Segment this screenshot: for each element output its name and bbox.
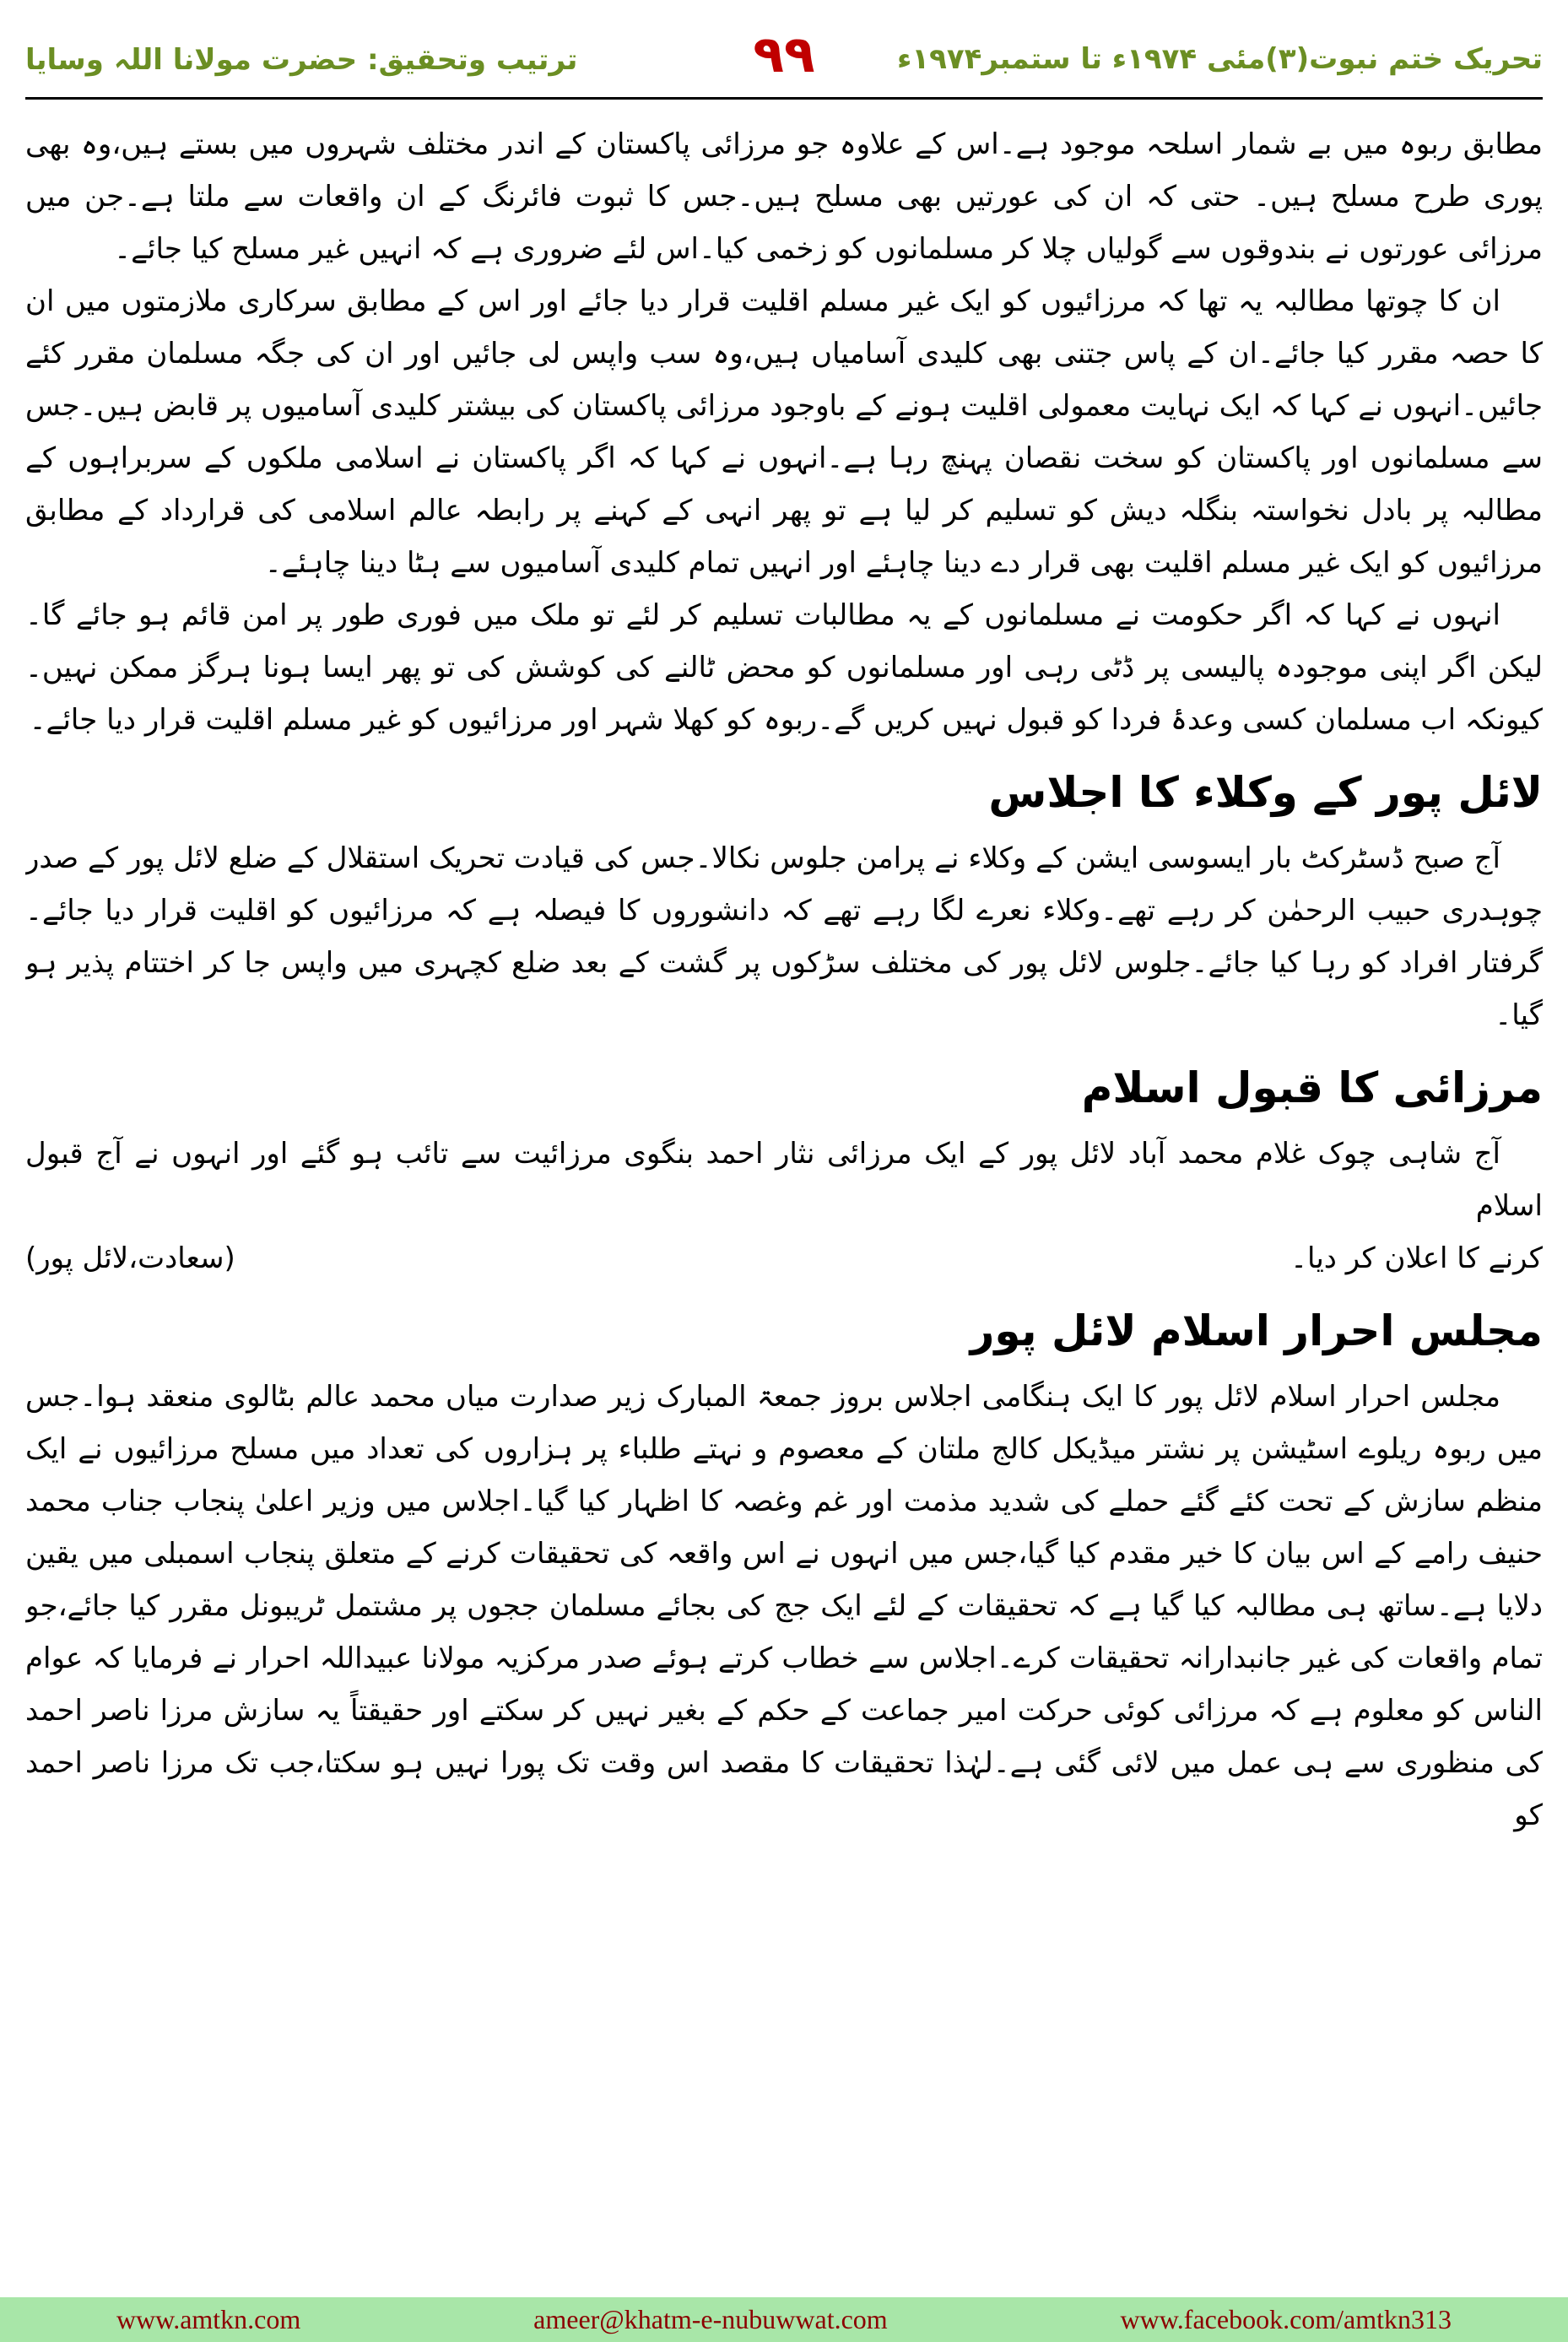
page-footer	[0, 2297, 1568, 2342]
paragraph: مجلس احرار اسلام لائل پور کا ایک ہنگامی اجلاس بروز جمعۃ المبارک زیر صدارت میاں محمد عالم بٹالوی منعقد ہوا۔جس میں ربوہ ریلوے اسٹیشن پر نشتر میڈیکل کالج ملتان کے معصوم و نہتے طلباء پر ہزاروں کی تعداد میں مسلح مرزائیوں نے ایک منظم سازش کے تحت کئے گئے حملے کی شدید مذمت اور غم وغصہ کا اظہار کیا گیا۔اجلاس میں وزیر اعلیٰ پنجاب جناب محمد حنیف رامے کے اس بیان کا خیر مقدم کیا گیا،جس میں انہوں نے اس واقعہ کی تحقیقات کرنے کے متعلق پنجاب اسمبلی میں یقین دلایا ہے۔ساتھ ہی مطالبہ کیا گیا ہے کہ تحقیقات کے لئے ایک جج کی بجائے مسلمان ججوں پر مشتمل ٹریبونل مقرر کیا جائے،جو تمام واقعات کی غیر جانبدارانہ تحقیقات کرے۔اجلاس سے خطاب کرتے ہوئے صدر مرکزیہ مولانا عبیداللہ احرار نے فرمایا کہ عوام الناس کو معلوم ہے کہ مرزائی کوئی حرکت امیر جماعت کے حکم کے بغیر نہیں کر سکتے اور حقیقتاً یہ سازش مرزا ناصر احمد کی منظوری سے ہی عمل میں لائی گئی ہے۔لہٰذا تحقیقات کا مقصد اس وقت تک پورا نہیں ہو سکتا،جب تک مرزا ناصر احمد کو	[25, 1380, 1543, 1832]
section-heading: مجلس احرار اسلام لائل پور	[970, 1306, 1543, 1355]
paragraph-end-row	[25, 1232, 1543, 1285]
paragraph: ان کا چوتھا مطالبہ یہ تھا کہ مرزائیوں کو ایک غیر مسلم اقلیت قرار دیا جائے اور اس کے مطابق سرکاری ملازمتوں میں ان کا حصہ مقرر کیا جائے۔ان کے پاس جتنی بھی کلیدی آسامیاں ہیں،وہ سب واپس لی جائیں اور ان کی جگہ مسلمان مقرر کئے جائیں۔انہوں نے کہا کہ ایک نہایت معمولی اقلیت ہونے کے باوجود مرزائی پاکستان کی بیشتر کلیدی آسامیوں پر قابض ہیں۔جس سے مسلمانوں اور پاکستان کو سخت نقصان پہنچ رہا ہے۔انہوں نے کہا کہ اگر پاکستان نے اسلامی ملکوں کے سربراہوں کے مطالبہ پر بادل نخواستہ بنگلہ دیش کو تسلیم کر لیا ہے تو پھر انہی کے کہنے پر رابطہ عالم اسلامی کی قرارداد کے مطابق مرزائیوں کو ایک غیر مسلم اقلیت بھی قرار دے دینا چاہئے اور انہیں تمام کلیدی آسامیوں سے ہٹا دینا چاہئے۔	[25, 284, 1543, 580]
paragraph: انہوں نے کہا کہ اگر حکومت نے مسلمانوں کے یہ مطالبات تسلیم کر لئے تو ملک میں فوری طور پر امن قائم ہو جائے گا۔لیکن اگر اپنی موجودہ پالیسی پر ڈٹی رہی اور مسلمانوں کو محض ٹالنے کی کوشش کی تو پھر ایسا ہونا ہرگز ممکن نہیں۔کیونکہ اب مسلمان کسی وعدۂ فردا کو قبول نہیں کریں گے۔ربوہ کو کھلا شہر اور مرزائیوں کو غیر مسلم اقلیت قرار دیا جائے۔	[25, 598, 1543, 737]
section-heading: مرزائی کا قبول اسلام	[1081, 1063, 1543, 1112]
paragraph: آج شاہی چوک غلام محمد آباد لائل پور کے ایک مرزائی نثار احمد بنگوی مرزائیت سے تائب ہو گئے اور انہوں نے آج قبول اسلام	[25, 1137, 1543, 1223]
paragraph: مطابق ربوہ میں بے شمار اسلحہ موجود ہے۔اس کے علاوہ جو مرزائی پاکستان کے اندر مختلف شہروں میں بستے ہیں،وہ بھی پوری طرح مسلح ہیں۔ حتی کہ ان کی عورتیں بھی مسلح ہیں۔جس کا ثبوت فائرنگ کے ان واقعات سے ملتا ہے۔جن میں مرزائی عورتوں نے بندوقوں سے گولیاں چلا کر مسلمانوں کو زخمی کیا۔اس لئے ضروری ہے کہ انہیں غیر مسلح کیا جائے۔	[25, 127, 1543, 266]
page-body	[25, 118, 1543, 2274]
facebook-link[interactable]: www.facebook.com/amtkn313	[1120, 2304, 1452, 2334]
section-heading: لائل پور کے وکلاء کا اجلاس	[988, 768, 1543, 817]
header-compiler: ترتیب وتحقیق: حضرت مولانا اللہ وسایا	[25, 43, 578, 77]
paragraph: آج صبح ڈسٹرکٹ بار ایسوسی ایشن کے وکلاء نے پرامن جلوس نکالا۔جس کی قیادت تحریک استقلال کے ضلع لائل پور کے صدر چوہدری حبیب الرحمٰن کر رہے تھے۔وکلاء نعرے لگا رہے تھے کہ دانشوروں کا فیصلہ ہے کہ مرزائیوں کو اقلیت قرار دیا جائے۔گرفتار افراد کو رہا کیا جائے۔جلوس لائل پور کی مختلف سڑکوں پر گشت کے بعد ضلع کچہری میں واپس جا کر اختتام پذیر ہو گیا۔	[25, 841, 1543, 1032]
website-link[interactable]: www.amtkn.com	[116, 2304, 301, 2334]
header-book-title: تحریک ختم نبوت(۳)مئی ۱۹۷۴ء تا ستمبر۱۹۷۴ء	[896, 42, 1543, 76]
header-divider	[25, 97, 1543, 100]
page-number: ۹۹	[753, 25, 815, 84]
page-header	[25, 19, 1543, 95]
email-link[interactable]: ameer@khatm-e-nubuwwat.com	[533, 2304, 888, 2334]
source-citation: (سعادت،لائل پور)	[25, 1241, 235, 1275]
paragraph: کرنے کا اعلان کر دیا۔	[1290, 1241, 1543, 1275]
